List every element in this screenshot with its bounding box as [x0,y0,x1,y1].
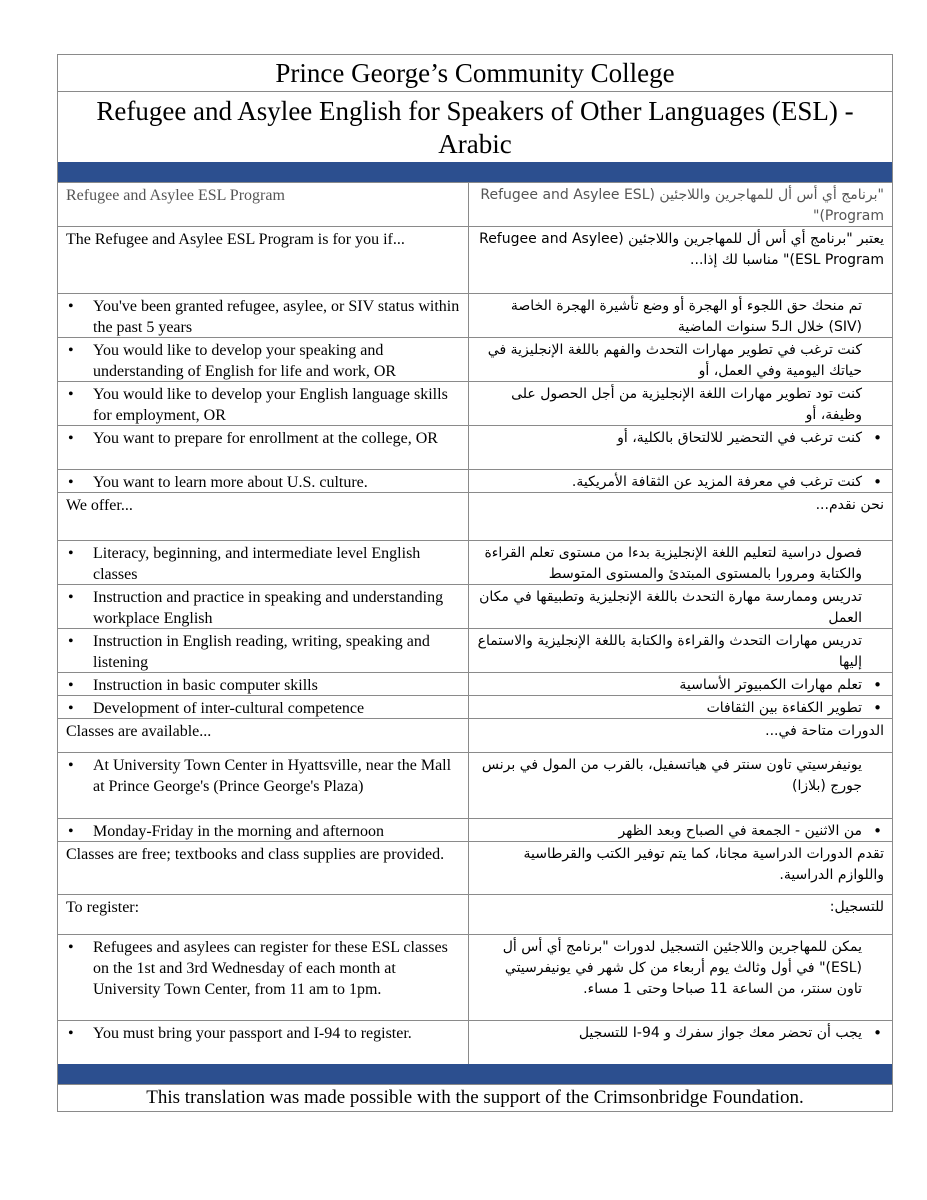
table-row [58,469,892,492]
footer-credit: This translation was made possible with the support of the Crimsonbridge Foundation. [58,1084,892,1111]
list-item: • You must bring your passport and I-94 to register. [58,1021,469,1064]
top-divider-bar [58,162,892,182]
list-item: تدريس مهارات التحدث والقراءة والكتابة باللغة الإنجليزية والاستماع إليها [477,633,862,670]
eligibility-heading-en: The Refugee and Asylee ESL Program is for you if... [58,227,469,293]
list-item: تم منحك حق اللجوء أو الهجرة أو وضع تأشيرة الهجرة الخاصة (SIV) خلال الـ5 سنوات الماضية [510,298,862,335]
list-item: • Instruction in English reading, writing, speaking and listening [58,629,469,672]
availability-heading-en: Classes are available... [58,719,469,752]
document-subtitle: Refugee and Asylee English for Speakers of Other Languages (ESL) - Arabic [96,96,854,159]
table-row [58,695,892,718]
list-item: فصول دراسية لتعليم اللغة الإنجليزية بدءا من مستوى تعلم القراءة والكتابة ومرورا بالمستوى المبتدئ والمستوى المتوسط [484,545,862,582]
offer-heading-ar: نحن نقدم... [815,497,884,513]
list-item: • Development of inter-cultural competence [58,696,469,718]
table-row [58,718,892,752]
table-row [58,1020,892,1064]
table-row [58,841,892,894]
register-heading-en: To register: [58,895,469,934]
table-row [58,182,892,226]
list-item: • You want to prepare for enrollment at the college, OR [58,426,469,469]
program-name-en: Refugee and Asylee ESL Program [58,183,469,226]
list-item: • You've been granted refugee, asylee, or SIV status within the past 5 years [58,294,469,337]
list-item: • Instruction in basic computer skills [58,673,469,695]
table-row [58,934,892,1020]
availability-heading-ar: الدورات متاحة في... [765,723,884,739]
list-item: • Refugees and asylees can register for these ESL classes on the 1st and 3rd Wednesday of each month at University Town Center, from 11 am to 1pm. [58,935,469,1020]
bottom-divider-bar [58,1064,892,1084]
list-item: تدريس وممارسة مهارة التحدث باللغة الإنجليزية وتطبيقها في مكان العمل [479,589,862,626]
list-item: • كنت ترغب في معرفة المزيد عن الثقافة الأمريكية. [469,470,892,492]
table-row [58,425,892,469]
college-title: Prince George’s Community College [58,55,892,92]
table-row [58,540,892,584]
register-heading-ar: للتسجيل: [829,899,884,915]
list-item: • Literacy, beginning, and intermediate level English classes [58,541,469,584]
list-item: • At University Town Center in Hyattsville, near the Mall at Prince George's (Prince George's Plaza) [58,753,469,818]
free-classes-ar: تقدم الدورات الدراسية مجانا، كما يتم توفير الكتب والقرطاسية واللوازم الدراسية. [523,846,884,883]
offer-heading-en: We offer... [58,493,469,540]
list-item: كنت ترغب في تطوير مهارات التحدث والفهم باللغة الإنجليزية في حياتك اليومية وفي العمل، أو [487,342,862,379]
list-item: • Instruction and practice in speaking and understanding workplace English [58,585,469,628]
program-name-ar: "برنامج أي أس أل للمهاجرين واللاجئين (Refugee and Asylee ESL Program)" [480,187,884,224]
table-row [58,628,892,672]
list-item: يونيفرسيتي تاون سنتر في هياتسفيل، بالقرب من المول في برنس جورج (بلازا) [481,757,862,794]
list-item: • You want to learn more about U.S. culture. [58,470,469,492]
list-item: • كنت ترغب في التحضير للالتحاق بالكلية، أو [469,426,892,469]
list-item: كنت تود تطوير مهارات اللغة الإنجليزية من أجل الحصول على وظيفة، أو [511,386,862,423]
table-row [58,752,892,818]
table-row [58,492,892,540]
table-row [58,293,892,337]
list-item: • تطوير الكفاءة بين الثقافات [469,696,892,718]
list-item: • Monday-Friday in the morning and afternoon [58,819,469,841]
table-row [58,894,892,934]
eligibility-heading-ar: يعتبر "برنامج أي أس أل للمهاجرين واللاجئين (Refugee and Asylee ESL Program)" مناسبا لك إذا... [479,231,884,268]
list-item: • You would like to develop your English language skills for employment, OR [58,382,469,425]
list-item: • يجب أن تحضر معك جواز سفرك و I-94 للتسجيل [469,1021,892,1064]
list-item: • You would like to develop your speaking and understanding of English for life and work, OR [58,338,469,381]
document-page [57,54,893,1112]
table-row [58,226,892,293]
table-row [58,381,892,425]
table-row [58,337,892,381]
table-row [58,672,892,695]
list-item: • تعلم مهارات الكمبيوتر الأساسية [469,673,892,695]
list-item: • من الاثنين - الجمعة في الصباح وبعد الظهر [469,819,892,841]
list-item: يمكن للمهاجرين واللاجئين التسجيل لدورات "برنامج أي أس أل (ESL)" في أول وثالث يوم أربعاء من كل شهر في يونيفرسيتي تاون سنتر، من الساعة 11 صباحا وحتى 1 مساء. [502,939,862,997]
table-row [58,584,892,628]
table-row [58,818,892,841]
free-classes-en: Classes are free; textbooks and class supplies are provided. [58,842,469,894]
